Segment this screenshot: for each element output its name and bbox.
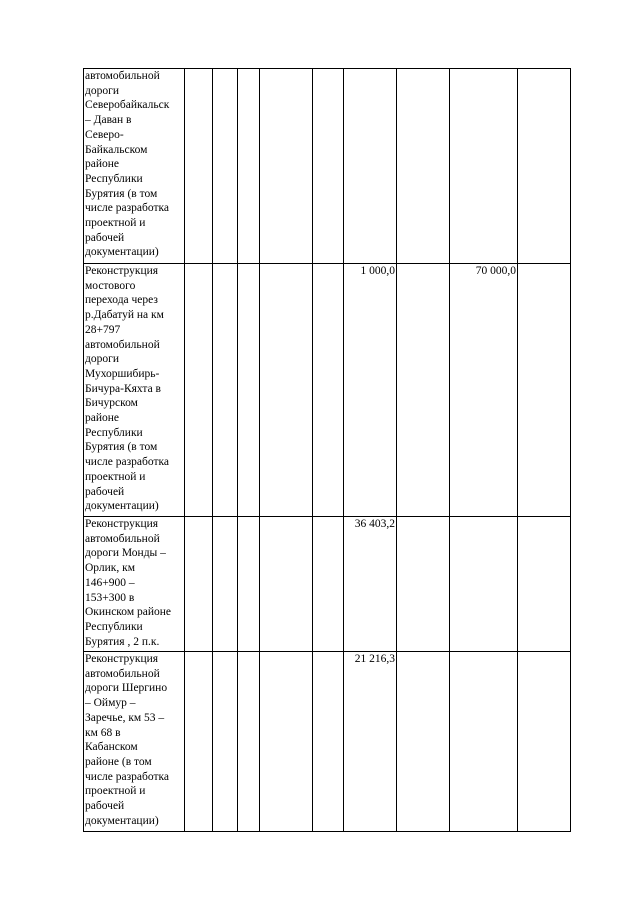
value-cell xyxy=(344,69,397,264)
value-cell xyxy=(185,69,213,264)
value-cell xyxy=(518,652,571,832)
value-cell xyxy=(518,517,571,652)
value-cell xyxy=(260,264,313,517)
value-cell xyxy=(313,652,344,832)
value-cell xyxy=(397,264,450,517)
value-cell xyxy=(313,264,344,517)
table-row xyxy=(84,69,571,264)
value-cell xyxy=(185,517,213,652)
object-name-cell: Реконструкция автомобильной дороги Монды – Орлик, км 146+900 – 153+300 в Окинском районе Республики Бурятия , 2 п.к. xyxy=(84,517,185,652)
value-cell xyxy=(313,517,344,652)
value-cell xyxy=(518,69,571,264)
value-cell xyxy=(238,264,260,517)
value-cell xyxy=(450,652,518,832)
value-cell xyxy=(238,517,260,652)
value-cell xyxy=(397,652,450,832)
value-cell xyxy=(450,69,518,264)
table-row xyxy=(84,652,571,832)
value-cell xyxy=(260,69,313,264)
value-cell xyxy=(260,652,313,832)
value-cell: 21 216,3 xyxy=(344,652,397,832)
table-row xyxy=(84,264,571,517)
value-cell xyxy=(213,517,238,652)
value-cell xyxy=(260,517,313,652)
value-cell: 36 403,2 xyxy=(344,517,397,652)
budget-table xyxy=(83,68,571,832)
object-name-cell: Реконструкция автомобильной дороги Шергино – Оймур – Заречье, км 53 – км 68 в Кабанском районе (в том числе разработка проектной и рабочей документации) xyxy=(84,652,185,832)
value-cell xyxy=(213,264,238,517)
value-cell xyxy=(213,69,238,264)
value-cell xyxy=(313,69,344,264)
value-cell xyxy=(450,517,518,652)
object-name-cell: автомобильной дороги Северобайкальск – Даван в Северо- Байкальском районе Республики Бурятия (в том числе разработка проектной и рабочей документации) xyxy=(84,69,185,264)
value-cell xyxy=(238,69,260,264)
value-cell xyxy=(238,652,260,832)
value-cell: 1 000,0 xyxy=(344,264,397,517)
value-cell xyxy=(185,264,213,517)
value-cell xyxy=(397,69,450,264)
object-name-cell: Реконструкция мостового перехода через р.Дабатуй на км 28+797 автомобильной дороги Мухоршибирь- Бичура-Кяхта в Бичурском районе Республики Бурятия (в том числе разработка проектной и рабочей документации) xyxy=(84,264,185,517)
value-cell xyxy=(185,652,213,832)
value-cell: 70 000,0 xyxy=(450,264,518,517)
value-cell xyxy=(518,264,571,517)
value-cell xyxy=(213,652,238,832)
table-row xyxy=(84,517,571,652)
value-cell xyxy=(397,517,450,652)
